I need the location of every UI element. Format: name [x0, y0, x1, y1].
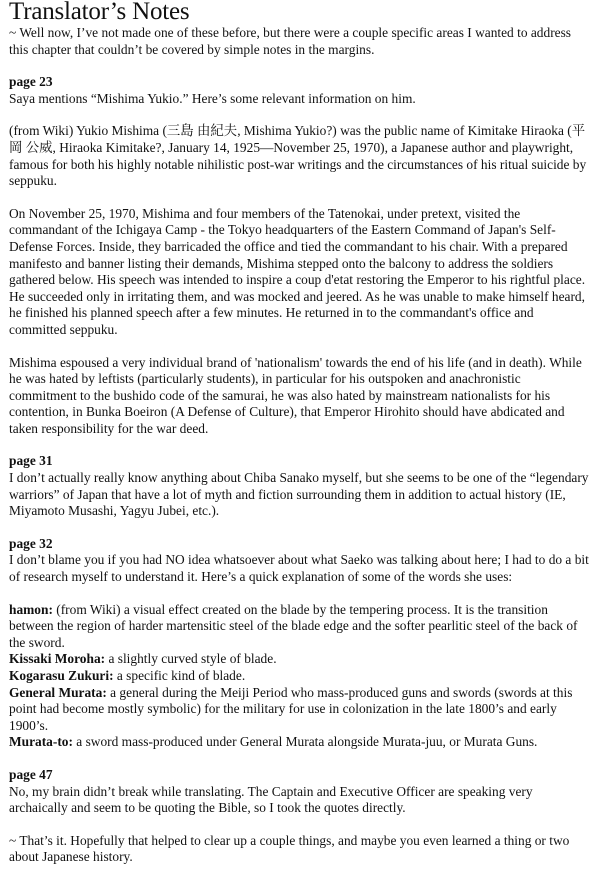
glossary-definition: a specific kind of blade. [113, 668, 246, 683]
glossary-entry [9, 668, 591, 685]
glossary-definition: (from Wiki) a visual effect created on the blade by the tempering process. It is the transition between the region of harder martensitic steel of the blade edge and the softer pearlitic steel of the back of the sword. [9, 601, 578, 650]
glossary-term: hamon: [9, 601, 53, 617]
section-heading-page-32: page 32 [9, 535, 53, 551]
glossary-term: General Murata: [9, 684, 107, 700]
glossary-term: Kissaki Moroha: [9, 651, 106, 667]
glossary-entry [9, 602, 591, 652]
glossary-term: Kogarasu Zukuri: [9, 668, 114, 683]
glossary-term: Murata-to: [9, 734, 73, 750]
section-paragraph: I don’t actually really know anything about Chiba Sanako myself, but she seems to be one of the “legendary warriors” of Japan that have a lot of myth and fiction surrounding them in addition to actual history (IE, Miyamoto Musashi, Yagyu Jubei, etc.). [9, 470, 589, 519]
section-paragraph: (from Wiki) Yukio Mishima (三島 由紀夫, Mishima Yukio?) was the public name of Kimitake Hiraoka (平岡 公威, Hiraoka Kimitake?, January 14, 1925—November 25, 1970), a Japanese author and playwright, famous for both his highly notable nihilistic post-war writings and the circumstances of his ritual suicide by seppuku. [9, 123, 587, 189]
page-title: Translator’s Notes [9, 0, 190, 25]
section-paragraph: Mishima espoused a very individual brand of 'nationalism' towards the end of his life (and in death). While he was hated by leftists (particularly students), in particular for his outspoken and anachronistic commitment to the bushido code of the samurai, he was also hated by mainstream nationalists for his contention, in Bunka Boeiron (A Defense of Culture), that Emperor Hirohito should have abdicated and taken responsibility for the war deed. [9, 354, 582, 436]
closing-paragraph: ~ That’s it. Hopefully that helped to clear up a couple things, and maybe you even learned a thing or two about Japanese history. [9, 832, 570, 865]
glossary-definition: a sword mass-produced under General Murata alongside Murata-juu, or Murata Guns. [72, 734, 538, 750]
glossary-entry [9, 651, 591, 668]
section-heading-page-23: page 23 [9, 74, 53, 90]
intro-paragraph: ~ Well now, I’ve not made one of these before, but there were a couple specific areas I wanted to address this chapter that couldn’t be covered by simple notes in the margins. [9, 25, 572, 57]
section-heading-page-31: page 31 [9, 453, 53, 469]
document-page [9, 0, 591, 866]
section-paragraph: Saya mentions “Mishima Yukio.” Here’s some relevant information on him. [9, 90, 416, 106]
section-heading-page-47: page 47 [9, 766, 53, 782]
glossary-entry [9, 685, 591, 735]
section-paragraph: On November 25, 1970, Mishima and four members of the Tatenokai, under pretext, visited the commandant of the Ichigaya Camp - the Tokyo headquarters of the Eastern Command of Japan's Self-Defense Forces. Inside, they barricaded the office and tied the commandant to his chair. With a prepared manifesto and banner listing their demands, Mishima stepped onto the balcony to address the soldiers gathered below. His speech was intended to inspire a coup d'etat restoring the Emperor to his rightful place. He succeeded only in irritating them, and was mocked and jeered. As he was unable to make himself heard, he finished his planned speech after a few minutes. He returned in to the commandant's office and committed seppuku. [9, 205, 586, 337]
section-paragraph: I don’t blame you if you had NO idea whatsoever about what Saeko was talking about here; I had to do a bit of research myself to understand it. Here’s a quick explanation of some of the words she uses: [9, 552, 589, 585]
glossary-definition: a slightly curved style of blade. [105, 651, 277, 667]
glossary-entry [9, 734, 591, 751]
section-paragraph: No, my brain didn’t break while translating. The Captain and Executive Officer are speaking very archaically and seem to be quoting the Bible, so I took the quotes directly. [9, 783, 533, 816]
glossary-definition: a general during the Meiji Period who mass-produced guns and swords (swords at this point had become mostly symbolic) for the military for use in colonization in the late 1800’s and early 1900’s. [9, 684, 573, 733]
